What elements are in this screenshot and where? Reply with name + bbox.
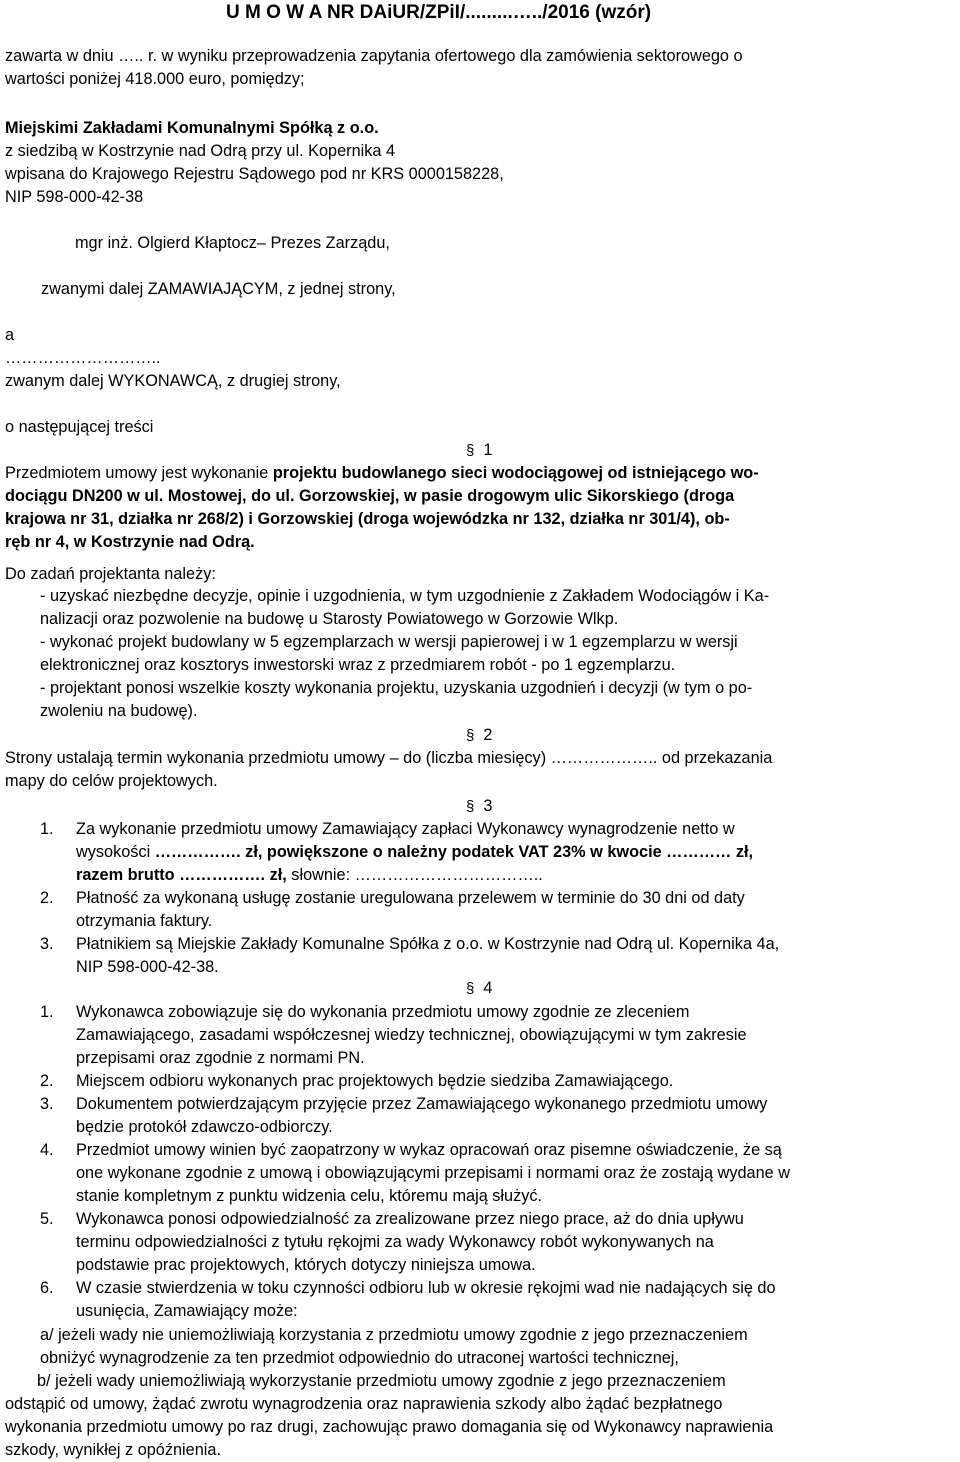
- subject-line-3: krajowa nr 31, działka nr 268/2) i Gorzowskiej (droga wojewódzka nr 132, działka nr 301/4), ob-: [5, 510, 730, 528]
- s4-item-2-number: 2.: [40, 1072, 54, 1090]
- s4-item-5-line-1: Wykonawca ponosi odpowiedzialność za zrealizowane przez niego prace, aż do dnia upływu: [76, 1210, 744, 1228]
- duties-intro: Do zadań projektanta należy:: [5, 565, 216, 583]
- duty-line-2: nalizacji oraz pozwolenie na budowę u Starosty Powiatowego w Gorzowie Wlkp.: [40, 610, 619, 628]
- section-4-number: 4: [483, 979, 493, 997]
- s4-item-3-line-1: Dokumentem potwierdzającym przyjęcie przez Zamawiającego wykonanego przedmiotu umowy: [76, 1095, 768, 1113]
- section-sign-icon: §: [466, 980, 475, 997]
- section-3-number: 3: [483, 797, 493, 815]
- duty-line-6: zwoleniu na budowę).: [40, 702, 198, 720]
- s3-item-3-line-2: NIP 598-000-42-38.: [76, 958, 219, 976]
- section-2-number: 2: [483, 726, 493, 744]
- s4-item-5-number: 5.: [40, 1210, 54, 1228]
- s4-item-1-line-3: przepisami oraz zgodnie z normami PN.: [76, 1049, 365, 1067]
- content-intro: o następującej treści: [5, 418, 154, 436]
- duty-line-3: - wykonać projekt budowlany w 5 egzemplarzach w wersji papierowej i w 1 egzemplarzu w wersji: [40, 633, 738, 651]
- s4-item-3-number: 3.: [40, 1095, 54, 1113]
- party1-krs: wpisana do Krajowego Rejestru Sądowego pod nr KRS 0000158228,: [5, 165, 504, 183]
- party2-dots: ………………………..: [5, 349, 161, 367]
- s4-item-1-number: 1.: [40, 1003, 54, 1021]
- s4-item-4-line-3: stanie kompletnym z punktu widzenia celu, któremu mają służyć.: [76, 1187, 543, 1205]
- subject-bold-1: projektu budowlanego sieci wodociągowej od istniejącego wo-: [272, 464, 759, 482]
- s3-item-1-line-1: Za wykonanie przedmiotu umowy Zamawiający zapłaci Wykonawcy wynagrodzenie netto w: [76, 820, 735, 838]
- party1-representative: mgr inż. Olgierd Kłaptocz– Prezes Zarządu,: [75, 234, 390, 252]
- subject-intro: Przedmiotem umowy jest wykonanie: [5, 464, 273, 482]
- option-b-line-1: b/ jeżeli wady uniemożliwiają wykorzystanie przedmiotu umowy zgodnie z jego przeznaczeniem: [37, 1372, 726, 1390]
- party1-address: z siedzibą w Kostrzynie nad Odrą przy ul. Kopernika 4: [5, 142, 396, 160]
- party1-name: Miejskimi Zakładami Komunalnymi Spółką z o.o.: [5, 119, 379, 137]
- section-4-heading: [466, 977, 492, 1000]
- section-3-heading: [466, 795, 492, 818]
- amount-net-vat: ……………. zł, powiększone o należny podatek VAT 23% w kwocie ………… zł,: [154, 843, 754, 861]
- s4-item-6-number: 6.: [40, 1279, 54, 1297]
- party1-called: zwanymi dalej ZAMAWIAJĄCYM, z jednej strony,: [41, 280, 396, 298]
- section-2-heading: [466, 724, 492, 747]
- option-b-line-4: szkody, wynikłej z opóźnienia.: [5, 1441, 221, 1459]
- s4-item-1-line-1: Wykonawca zobowiązuje się do wykonania przedmiotu umowy zgodnie ze zleceniem: [76, 1003, 690, 1021]
- s4-item-4-number: 4.: [40, 1141, 54, 1159]
- option-a-line-2: obniżyć wynagrodzenie za ten przedmiot odpowiednio do utraconej wartości technicznej,: [40, 1349, 679, 1367]
- s3-item-1-line-2: [76, 841, 753, 864]
- s4-item-4-line-1: Przedmiot umowy winien być zaopatrzony w wykaz opracowań oraz pisemne oświadczenie, że są: [76, 1141, 782, 1159]
- option-b-line-2: odstąpić od umowy, żądać zwrotu wynagrodzenia oraz naprawienia szkody albo żądać bezpłatnego: [5, 1395, 723, 1413]
- subject-line-2: dociągu DN200 w ul. Mostowej, do ul. Gorzowskiej, w pasie drogowym ulic Sikorskiego (droga: [5, 487, 735, 505]
- amount-label: wysokości: [76, 843, 155, 861]
- s3-item-2-line-2: otrzymania faktury.: [76, 912, 213, 930]
- s4-item-1-line-2: Zamawiającego, zasadami współczesnej wiedzy technicznej, obowiązującymi w tym zakresie: [76, 1026, 747, 1044]
- s4-item-6-line-2: usunięcia, Zamawiający może:: [76, 1302, 298, 1320]
- subject-line-4: ręb nr 4, w Kostrzynie nad Odrą.: [5, 533, 255, 551]
- section-sign-icon: §: [466, 442, 475, 459]
- duty-line-5: - projektant ponosi wszelkie koszty wykonania projektu, uzyskania uzgodnień i decyzji (w tym o po-: [40, 679, 753, 697]
- s3-item-3-line-1: Płatnikiem są Miejskie Zakłady Komunalne Spółka z o.o. w Kostrzynie nad Odrą ul. Kopernika 4a,: [76, 935, 780, 953]
- section-1-number: 1: [483, 441, 493, 459]
- amount-gross: razem brutto ……………. zł,: [76, 866, 287, 884]
- party1-nip: NIP 598-000-42-38: [5, 188, 144, 206]
- s4-item-3-line-2: będzie protokół zdawczo-odbiorczy.: [76, 1118, 333, 1136]
- s3-item-3-number: 3.: [40, 935, 54, 953]
- subject-line-1: [5, 462, 759, 485]
- term-line-1: Strony ustalają termin wykonania przedmiotu umowy – do (liczba miesięcy) ……………….. od przekazania: [5, 749, 773, 767]
- s3-item-1-number: 1.: [40, 820, 54, 838]
- section-sign-icon: §: [466, 727, 475, 744]
- s3-item-2-number: 2.: [40, 889, 54, 907]
- conjunction-a: a: [5, 326, 15, 344]
- s4-item-6-line-1: W czasie stwierdzenia w toku czynności odbioru lub w okresie rękojmi wad nie nadających się do: [76, 1279, 776, 1297]
- s4-item-4-line-2: one wykonane zgodnie z umową i obowiązującymi przepisami i normami oraz że zostają wydane w: [76, 1164, 790, 1182]
- s4-item-5-line-2: terminu odpowiedzialności z tytułu rękojmi za wady Wykonawcy robót wykonywanych na: [76, 1233, 714, 1251]
- option-b-line-3: wykonania przedmiotu umowy po raz drugi, zachowując prawo domagania się od Wykonawcy naprawienia: [5, 1418, 774, 1436]
- intro-line-1: zawarta w dniu ….. r. w wyniku przeprowadzenia zapytania ofertowego dla zamówienia sektorowego o: [5, 47, 743, 65]
- amount-in-words: słownie: ……………………………..: [286, 866, 543, 884]
- document-title: U M O W A NR DAiUR/ZPiI/.........…../2016 (wzór): [226, 2, 652, 23]
- s3-item-1-line-3: [76, 864, 543, 887]
- duty-line-4: elektronicznej oraz kosztorys inwestorski wraz z przedmiarem robót - po 1 egzemplarzu.: [40, 656, 676, 674]
- section-sign-icon: §: [466, 798, 475, 815]
- intro-line-2: wartości poniżej 418.000 euro, pomiędzy;: [5, 70, 305, 88]
- option-a-line-1: a/ jeżeli wady nie uniemożliwiają korzystania z przedmiotu umowy zgodnie z jego przeznaczeniem: [40, 1326, 748, 1344]
- section-1-heading: [466, 439, 492, 462]
- s3-item-2-line-1: Płatność za wykonaną usługę zostanie uregulowana przelewem w terminie do 30 dni od daty: [76, 889, 745, 907]
- s4-item-2-line-1: Miejscem odbioru wykonanych prac projektowych będzie siedziba Zamawiającego.: [76, 1072, 674, 1090]
- term-line-2: mapy do celów projektowych.: [5, 772, 218, 790]
- party2-called: zwanym dalej WYKONAWCĄ, z drugiej strony,: [5, 372, 341, 390]
- s4-item-5-line-3: podstawie prac projektowych, których dotyczy niniejsza umowa.: [76, 1256, 536, 1274]
- duty-line-1: - uzyskać niezbędne decyzje, opinie i uzgodnienia, w tym uzgodnienie z Zakładem Wodociągów i Ka-: [40, 587, 770, 605]
